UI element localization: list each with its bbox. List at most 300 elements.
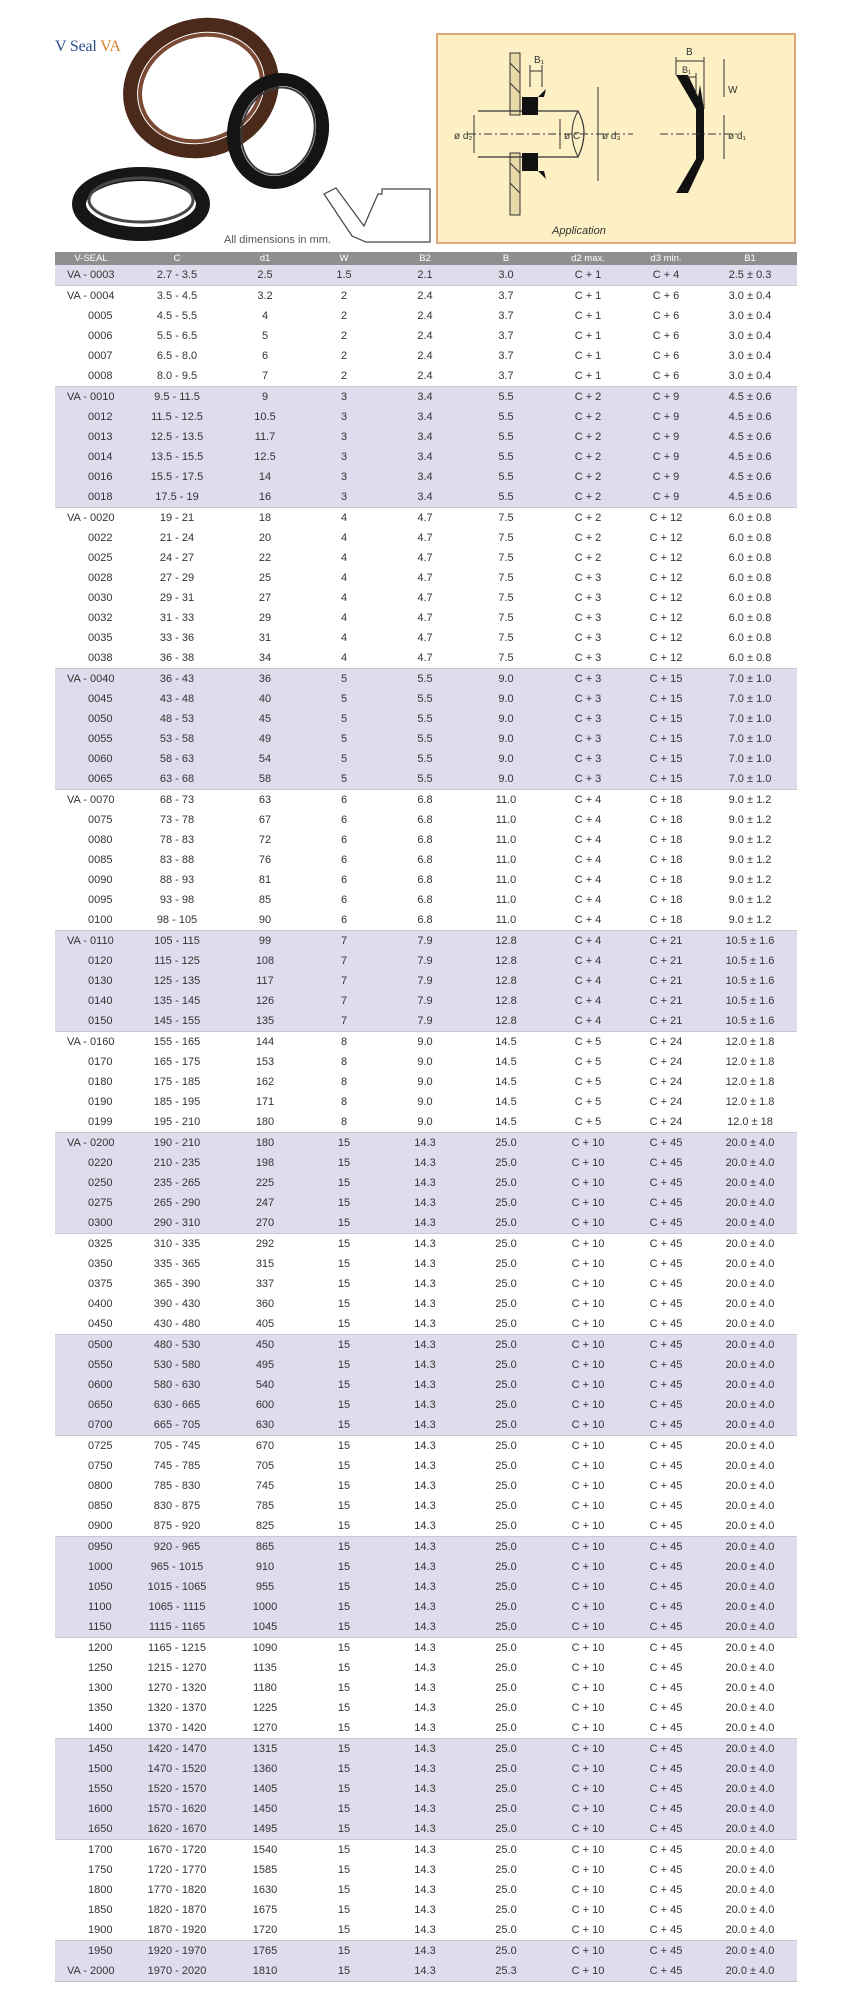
table-cell: 5.5 bbox=[465, 487, 547, 508]
table-cell: 34 bbox=[258, 652, 272, 664]
table-cell: C + 12 bbox=[649, 592, 683, 604]
table-row bbox=[55, 1799, 797, 1819]
table-cell: 14.3 bbox=[385, 1375, 465, 1395]
table-cell: C + 21 bbox=[629, 971, 703, 991]
table-cell: 1770 - 1820 bbox=[147, 1884, 207, 1896]
table-cell: 12.0 ± 1.8 bbox=[725, 1096, 775, 1108]
table-cell: 5.5 bbox=[465, 427, 547, 447]
table-cell: 20.0 ± 4.0 bbox=[725, 1298, 775, 1310]
table-cell: 25.0 bbox=[465, 1617, 547, 1638]
part-number-cell: 1200 bbox=[55, 1638, 127, 1659]
table-cell: 1520 - 1570 bbox=[127, 1779, 227, 1799]
table-cell: C + 2 bbox=[574, 532, 602, 544]
table-cell: C + 45 bbox=[629, 1436, 703, 1457]
table-cell: 6 bbox=[261, 350, 269, 362]
table-cell: 14.3 bbox=[385, 1436, 465, 1457]
part-number-cell: 0028 bbox=[88, 572, 113, 584]
table-cell: 12.8 bbox=[465, 1011, 547, 1032]
table-cell: C + 3 bbox=[574, 572, 602, 584]
table-cell: C + 10 bbox=[571, 1884, 605, 1896]
table-cell: 7.5 bbox=[498, 572, 514, 584]
table-cell: 12.8 bbox=[465, 971, 547, 991]
table-cell: C + 45 bbox=[649, 1298, 683, 1310]
table-cell: C + 10 bbox=[571, 1924, 605, 1936]
table-cell: 25.0 bbox=[465, 1173, 547, 1193]
table-cell: C + 10 bbox=[571, 1520, 605, 1532]
part-number-cell: 0130 bbox=[55, 971, 127, 991]
table-cell: 6 bbox=[340, 894, 348, 906]
label-b: B bbox=[686, 47, 693, 58]
table-cell: 6.0 ± 0.8 bbox=[728, 552, 772, 564]
table-row bbox=[55, 286, 797, 307]
table-cell: C + 3 bbox=[547, 729, 629, 749]
table-cell: 580 - 630 bbox=[127, 1375, 227, 1395]
part-number-cell: 0650 bbox=[55, 1395, 127, 1415]
table-cell: 9.0 ± 1.2 bbox=[703, 790, 797, 811]
table-cell: 11.0 bbox=[465, 790, 547, 811]
table-cell: C + 45 bbox=[629, 1153, 703, 1173]
part-number-cell: VA - 0004 bbox=[55, 286, 127, 307]
table-cell: C + 10 bbox=[547, 1133, 629, 1154]
table-cell: 15.5 - 17.5 bbox=[127, 467, 227, 487]
table-cell: 20.0 ± 4.0 bbox=[725, 1500, 775, 1512]
table-cell: C + 24 bbox=[629, 1032, 703, 1053]
table-cell: 22 bbox=[258, 552, 272, 564]
table-cell: 54 bbox=[227, 749, 303, 769]
table-cell: 25.0 bbox=[465, 1819, 547, 1840]
table-cell: 7.9 bbox=[385, 991, 465, 1011]
part-number-cell: 0120 bbox=[55, 951, 127, 971]
table-cell: 117 bbox=[227, 971, 303, 991]
table-cell: 15 bbox=[337, 1924, 351, 1936]
table-cell: 20.0 ± 4.0 bbox=[703, 1557, 797, 1577]
table-cell: 1065 - 1115 bbox=[127, 1597, 227, 1617]
part-number-cell: 1750 bbox=[88, 1864, 113, 1876]
table-row bbox=[55, 1375, 797, 1395]
table-cell: C + 10 bbox=[571, 1682, 605, 1694]
table-cell: C + 3 bbox=[574, 612, 602, 624]
table-cell: 1215 - 1270 bbox=[147, 1662, 207, 1674]
table-cell: C + 21 bbox=[629, 951, 703, 971]
table-cell: 15 bbox=[303, 1415, 385, 1436]
table-cell: C + 10 bbox=[547, 1355, 629, 1375]
table-cell: 6 bbox=[340, 834, 348, 846]
table-row bbox=[55, 890, 797, 910]
table-row bbox=[55, 447, 797, 467]
title-vseal: V Seal bbox=[55, 38, 97, 55]
table-cell: C + 3 bbox=[547, 689, 629, 709]
table-cell: 58 bbox=[227, 769, 303, 790]
part-number-cell: 1250 bbox=[88, 1662, 113, 1674]
part-number-cell: 1850 bbox=[88, 1904, 113, 1916]
table-cell: 3.7 bbox=[498, 330, 514, 342]
table-cell: 20.0 ± 4.0 bbox=[725, 1924, 775, 1936]
part-number-cell: 0055 bbox=[55, 729, 127, 749]
table-cell: 12.5 bbox=[227, 447, 303, 467]
table-cell: 2 bbox=[340, 350, 348, 362]
table-cell: 14.3 bbox=[414, 1318, 436, 1330]
table-row bbox=[55, 1011, 797, 1032]
table-cell: C + 2 bbox=[547, 427, 629, 447]
table-cell: 830 - 875 bbox=[153, 1500, 201, 1512]
part-number-cell: VA - 0040 bbox=[55, 669, 127, 690]
table-cell: 14.5 bbox=[495, 1076, 517, 1088]
table-cell: 15 bbox=[303, 1234, 385, 1255]
table-cell: C + 45 bbox=[649, 1258, 683, 1270]
table-cell: C + 4 bbox=[547, 951, 629, 971]
table-cell: C + 2 bbox=[547, 407, 629, 427]
table-cell: C + 2 bbox=[547, 447, 629, 467]
table-cell: 7.0 ± 1.0 bbox=[703, 669, 797, 690]
table-cell: 4.7 bbox=[417, 552, 433, 564]
table-cell: 88 - 93 bbox=[159, 874, 195, 886]
table-cell: 705 - 745 bbox=[127, 1436, 227, 1457]
table-row bbox=[55, 689, 797, 709]
table-cell: 25.0 bbox=[495, 1460, 517, 1472]
part-number-cell: 0220 bbox=[55, 1153, 127, 1173]
label-d3: ø d₃ bbox=[602, 131, 621, 142]
part-number-cell: 0095 bbox=[88, 894, 113, 906]
label-d2: ø d₂ bbox=[454, 131, 473, 142]
table-cell: C + 45 bbox=[649, 1864, 683, 1876]
table-cell: 25.0 bbox=[495, 1298, 517, 1310]
table-cell: 20.0 ± 4.0 bbox=[725, 1460, 775, 1472]
table-cell: 7.5 bbox=[498, 552, 514, 564]
table-cell: 135 bbox=[227, 1011, 303, 1032]
table-row bbox=[55, 971, 797, 991]
table-cell: 3.7 bbox=[498, 310, 514, 322]
table-cell: C + 10 bbox=[547, 1375, 629, 1395]
table-cell: 12.0 ± 1.8 bbox=[725, 1076, 775, 1088]
part-number-cell: 0550 bbox=[55, 1355, 127, 1375]
table-cell: C + 10 bbox=[571, 1702, 605, 1714]
table-cell: 225 bbox=[227, 1173, 303, 1193]
table-cell: 15 bbox=[337, 1864, 351, 1876]
table-cell: 15 bbox=[303, 1638, 385, 1659]
column-header: B1 bbox=[703, 252, 797, 265]
table-cell: 1115 - 1165 bbox=[127, 1617, 227, 1638]
table-row bbox=[55, 669, 797, 690]
table-cell: 49 bbox=[227, 729, 303, 749]
table-cell: 2.4 bbox=[417, 310, 433, 322]
table-cell: 3.4 bbox=[385, 387, 465, 408]
table-cell: 11.0 bbox=[495, 814, 517, 826]
table-row bbox=[55, 306, 797, 326]
table-cell: 9.0 bbox=[417, 1096, 433, 1108]
table-cell: C + 12 bbox=[649, 532, 683, 544]
table-cell: 9.0 bbox=[417, 1116, 433, 1128]
table-cell: 20.0 ± 4.0 bbox=[703, 1819, 797, 1840]
table-cell: C + 45 bbox=[649, 1318, 683, 1330]
part-number-cell: 0850 bbox=[88, 1500, 113, 1512]
table-cell: 45 bbox=[227, 709, 303, 729]
seal-profile-outline bbox=[322, 186, 432, 248]
part-number-cell: 0016 bbox=[55, 467, 127, 487]
table-cell: 9.0 ± 1.2 bbox=[728, 894, 772, 906]
table-cell: 36 - 43 bbox=[127, 669, 227, 690]
table-cell: 25.0 bbox=[495, 1520, 517, 1532]
table-row bbox=[55, 1678, 797, 1698]
table-cell: 67 bbox=[258, 814, 272, 826]
part-number-cell: 0006 bbox=[88, 330, 113, 342]
table-cell: 1270 - 1320 bbox=[147, 1682, 207, 1694]
table-row bbox=[55, 1638, 797, 1659]
table-cell: 9.0 bbox=[465, 729, 547, 749]
table-cell: 1165 - 1215 bbox=[127, 1638, 227, 1659]
table-row bbox=[55, 951, 797, 971]
table-cell: 3.7 bbox=[465, 286, 547, 307]
part-number-cell: 0900 bbox=[88, 1520, 113, 1532]
table-cell: 20.0 ± 4.0 bbox=[703, 1375, 797, 1395]
table-cell: 3.7 bbox=[498, 370, 514, 382]
table-cell: C + 10 bbox=[571, 1662, 605, 1674]
table-cell: 10.5 ± 1.6 bbox=[703, 931, 797, 952]
table-cell: 14.3 bbox=[414, 1682, 436, 1694]
part-number-cell: 0180 bbox=[88, 1076, 113, 1088]
table-cell: 20 bbox=[258, 532, 272, 544]
table-cell: 1540 bbox=[227, 1840, 303, 1861]
table-cell: C + 10 bbox=[571, 1298, 605, 1310]
table-cell: 15 bbox=[337, 1904, 351, 1916]
table-cell: 25.0 bbox=[495, 1500, 517, 1512]
table-cell: C + 45 bbox=[649, 1278, 683, 1290]
table-cell: 12.0 ± 18 bbox=[727, 1116, 773, 1128]
table-row bbox=[55, 1658, 797, 1678]
table-cell: 40 bbox=[227, 689, 303, 709]
part-number-cell: 0090 bbox=[88, 874, 113, 886]
table-cell: C + 10 bbox=[547, 1840, 629, 1861]
table-cell: C + 45 bbox=[629, 1840, 703, 1861]
table-cell: C + 2 bbox=[547, 508, 629, 529]
table-cell: C + 45 bbox=[629, 1415, 703, 1436]
table-cell: 1720 bbox=[252, 1924, 278, 1936]
table-cell: C + 10 bbox=[547, 1415, 629, 1436]
table-cell: 8 bbox=[303, 1032, 385, 1053]
table-cell: C + 10 bbox=[547, 1617, 629, 1638]
table-cell: 7.9 bbox=[385, 971, 465, 991]
table-cell: C + 10 bbox=[547, 1557, 629, 1577]
table-cell: 3.0 ± 0.4 bbox=[728, 370, 772, 382]
table-cell: 10.5 ± 1.6 bbox=[703, 971, 797, 991]
table-cell: 15 bbox=[303, 1153, 385, 1173]
table-cell: 4.5 ± 0.6 bbox=[703, 407, 797, 427]
table-cell: 20.0 ± 4.0 bbox=[703, 1415, 797, 1436]
table-cell: C + 10 bbox=[571, 1480, 605, 1492]
table-cell: C + 6 bbox=[629, 286, 703, 307]
table-cell: C + 45 bbox=[629, 1961, 703, 1982]
table-cell: 15 bbox=[337, 1884, 351, 1896]
table-cell: C + 15 bbox=[629, 709, 703, 729]
table-cell: 2.4 bbox=[417, 370, 433, 382]
table-cell: 20.0 ± 4.0 bbox=[703, 1537, 797, 1558]
table-cell: 14.3 bbox=[414, 1924, 436, 1936]
table-cell: C + 24 bbox=[649, 1076, 683, 1088]
table-cell: 25.0 bbox=[495, 1278, 517, 1290]
table-cell: 5.5 - 6.5 bbox=[156, 330, 198, 342]
table-cell: 3.2 bbox=[227, 286, 303, 307]
table-cell: C + 2 bbox=[547, 387, 629, 408]
table-cell: 7.9 bbox=[385, 931, 465, 952]
table-cell: 153 bbox=[255, 1056, 275, 1068]
table-cell: 4.7 bbox=[417, 612, 433, 624]
table-cell: 2 bbox=[340, 330, 348, 342]
table-cell: 29 bbox=[258, 612, 272, 624]
table-cell: C + 10 bbox=[547, 1213, 629, 1234]
table-cell: 72 bbox=[258, 834, 272, 846]
table-cell: 4.7 bbox=[417, 652, 433, 664]
table-cell: 15 bbox=[303, 1193, 385, 1213]
table-cell: 875 - 920 bbox=[153, 1520, 201, 1532]
table-cell: 7 bbox=[303, 1011, 385, 1032]
part-number-cell: 0035 bbox=[88, 632, 113, 644]
part-number-cell: 0500 bbox=[55, 1335, 127, 1356]
table-cell: 9.0 ± 1.2 bbox=[728, 814, 772, 826]
part-number-cell: 0050 bbox=[55, 709, 127, 729]
table-cell: 4.5 ± 0.6 bbox=[703, 387, 797, 408]
table-cell: 5.5 bbox=[385, 729, 465, 749]
table-cell: C + 3 bbox=[574, 652, 602, 664]
table-cell: C + 4 bbox=[574, 814, 602, 826]
table-cell: C + 45 bbox=[649, 1682, 683, 1694]
table-cell: 20.0 ± 4.0 bbox=[725, 1722, 775, 1734]
table-cell: 180 bbox=[227, 1133, 303, 1154]
part-number-cell: 0600 bbox=[55, 1375, 127, 1395]
table-cell: 15 bbox=[337, 1500, 351, 1512]
table-cell: 6.8 bbox=[417, 834, 433, 846]
table-cell: 14.5 bbox=[465, 1032, 547, 1053]
part-number-cell: 1000 bbox=[55, 1557, 127, 1577]
table-cell: 3 bbox=[303, 407, 385, 427]
part-number-cell: 0008 bbox=[88, 370, 113, 382]
table-cell: 15 bbox=[303, 1941, 385, 1962]
part-number-cell: VA - 0200 bbox=[55, 1133, 127, 1154]
table-row bbox=[55, 1516, 797, 1537]
table-cell: C + 45 bbox=[629, 1335, 703, 1356]
table-cell: 19 - 21 bbox=[127, 508, 227, 529]
table-cell: 14.5 bbox=[495, 1096, 517, 1108]
table-cell: 7.0 ± 1.0 bbox=[703, 729, 797, 749]
part-number-cell: 0950 bbox=[55, 1537, 127, 1558]
table-cell: 2.4 bbox=[417, 350, 433, 362]
table-row bbox=[55, 1395, 797, 1415]
table-cell: 15 bbox=[303, 1173, 385, 1193]
table-cell: 745 bbox=[255, 1480, 275, 1492]
table-cell: 6.0 ± 0.8 bbox=[703, 508, 797, 529]
table-cell: 3.4 bbox=[385, 447, 465, 467]
table-cell: 14.3 bbox=[385, 1133, 465, 1154]
table-cell: 93 - 98 bbox=[159, 894, 195, 906]
table-cell: 1180 bbox=[253, 1682, 277, 1694]
table-cell: 63 - 68 bbox=[127, 769, 227, 790]
table-cell: C + 10 bbox=[547, 1819, 629, 1840]
title-va: VA bbox=[100, 38, 121, 55]
table-cell: 6.8 bbox=[385, 790, 465, 811]
table-cell: C + 45 bbox=[649, 1904, 683, 1916]
table-cell: 20.0 ± 4.0 bbox=[703, 1617, 797, 1638]
table-cell: 20.0 ± 4.0 bbox=[703, 1193, 797, 1213]
table-cell: 1045 bbox=[227, 1617, 303, 1638]
table-cell: 15 bbox=[337, 1722, 351, 1734]
table-row bbox=[55, 628, 797, 648]
table-cell: C + 9 bbox=[629, 407, 703, 427]
table-cell: C + 1 bbox=[574, 370, 602, 382]
table-cell: C + 4 bbox=[574, 854, 602, 866]
table-cell: 4.7 bbox=[417, 592, 433, 604]
table-cell: 12.0 ± 1.8 bbox=[703, 1032, 797, 1053]
table-cell: 14.5 bbox=[495, 1056, 517, 1068]
table-cell: 4 bbox=[340, 592, 348, 604]
table-cell: 630 bbox=[227, 1415, 303, 1436]
table-cell: 25.0 bbox=[465, 1355, 547, 1375]
table-row bbox=[55, 1032, 797, 1053]
table-cell: 20.0 ± 4.0 bbox=[725, 1520, 775, 1532]
table-cell: 1720 - 1770 bbox=[147, 1864, 207, 1876]
table-cell: C + 4 bbox=[629, 265, 703, 286]
table-cell: 3 bbox=[303, 487, 385, 508]
table-cell: C + 9 bbox=[629, 487, 703, 508]
table-cell: C + 45 bbox=[629, 1779, 703, 1799]
table-cell: 480 - 530 bbox=[127, 1335, 227, 1356]
column-header: B2 bbox=[385, 252, 465, 265]
part-number-cell: 0325 bbox=[55, 1234, 127, 1255]
table-cell: 1495 bbox=[227, 1819, 303, 1840]
table-cell: 11.0 bbox=[495, 914, 517, 926]
table-cell: 5 bbox=[303, 689, 385, 709]
table-row bbox=[55, 1456, 797, 1476]
table-cell: 1135 bbox=[253, 1662, 277, 1674]
table-cell: 15 bbox=[303, 1537, 385, 1558]
table-cell: C + 10 bbox=[547, 1193, 629, 1213]
table-cell: C + 15 bbox=[629, 689, 703, 709]
table-cell: 5.5 bbox=[465, 447, 547, 467]
table-cell: 1970 - 2020 bbox=[127, 1961, 227, 1982]
table-cell: 1090 bbox=[227, 1638, 303, 1659]
table-cell: C + 45 bbox=[629, 1395, 703, 1415]
table-cell: 21 - 24 bbox=[159, 532, 195, 544]
table-cell: 3.4 bbox=[385, 407, 465, 427]
table-cell: 115 - 125 bbox=[127, 951, 227, 971]
table-cell: 1225 bbox=[252, 1702, 278, 1714]
table-cell: 4 bbox=[340, 532, 348, 544]
table-cell: C + 10 bbox=[547, 1173, 629, 1193]
table-cell: 198 bbox=[227, 1153, 303, 1173]
table-row bbox=[55, 810, 797, 830]
table-cell: 540 bbox=[227, 1375, 303, 1395]
table-cell: C + 45 bbox=[629, 1193, 703, 1213]
table-cell: C + 10 bbox=[547, 1779, 629, 1799]
table-cell: 1360 bbox=[227, 1759, 303, 1779]
table-cell: C + 2 bbox=[574, 552, 602, 564]
table-cell: 600 bbox=[227, 1395, 303, 1415]
table-cell: 20.0 ± 4.0 bbox=[703, 1213, 797, 1234]
part-number-cell: 0038 bbox=[88, 652, 113, 664]
table-cell: 14.3 bbox=[414, 1500, 436, 1512]
part-number-cell: 0750 bbox=[88, 1460, 113, 1472]
table-cell: 3.4 bbox=[385, 427, 465, 447]
table-cell: 5 bbox=[303, 709, 385, 729]
table-cell: 11.0 bbox=[495, 894, 517, 906]
table-cell: 81 bbox=[258, 874, 272, 886]
table-cell: 785 bbox=[255, 1500, 275, 1512]
table-cell: 5 bbox=[303, 669, 385, 690]
table-cell: 15 bbox=[303, 1436, 385, 1457]
table-cell: C + 45 bbox=[649, 1662, 683, 1674]
table-cell: 25.0 bbox=[465, 1375, 547, 1395]
table-cell: C + 45 bbox=[629, 1739, 703, 1760]
table-row bbox=[55, 588, 797, 608]
part-number-cell: 0250 bbox=[55, 1173, 127, 1193]
table-cell: 665 - 705 bbox=[127, 1415, 227, 1436]
